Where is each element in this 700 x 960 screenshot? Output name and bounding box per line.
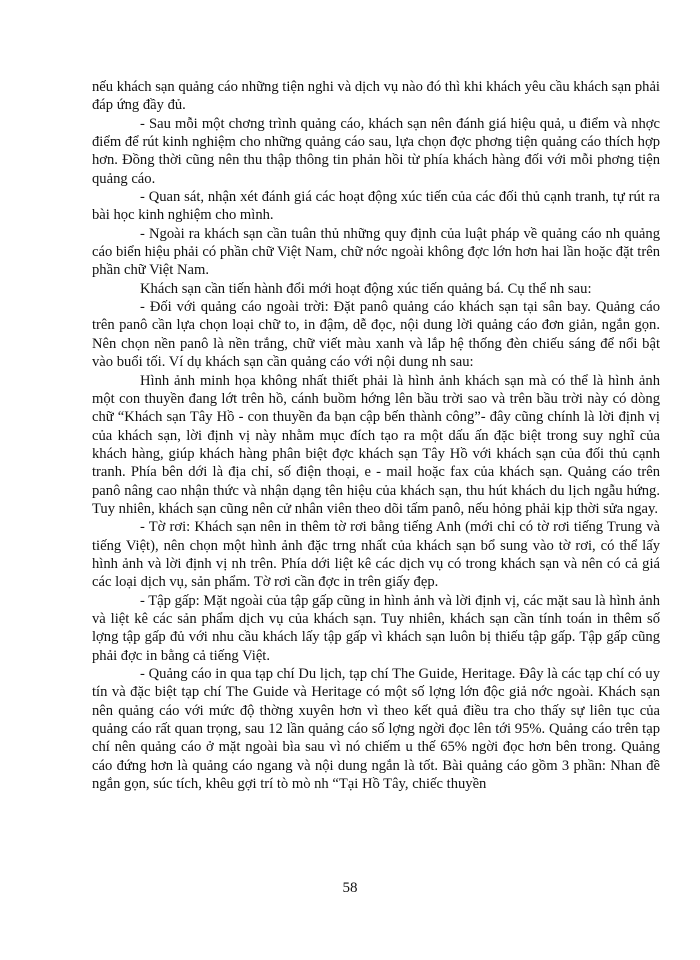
- page-number: 58: [342, 880, 358, 896]
- paragraph-outdoor-ads: - Đối với quảng cáo ngoài trời: Đặt panô quảng cáo khách sạn tại sân bay. Quảng cáo trên panô cần lựa chọn loại chữ to, in đậm, dễ đọc, nội dung lời quảng cáo đơn giản, ngắn gọn. Nên chọn nền panô là nền trắng, chữ viết màu xanh và lắp hệ thống đèn chiếu sáng để nổi bật vào buổi tối. Ví dụ khách sạn cần quảng cáo với nội dung nh sau:: [92, 299, 660, 371]
- paragraph-observe-competitors: - Quan sát, nhận xét đánh giá các hoạt động xúc tiến của các đối thủ cạnh tranh, tự rút ra bài học kinh nghiệm cho mình.: [92, 189, 660, 224]
- paragraph-leaflets: - Tờ rơi: Khách sạn nên in thêm tờ rơi bằng tiếng Anh (mới chỉ có tờ rơi tiếng Trung và tiếng Việt), nên chọn một hình ảnh đặc trng nhất của khách sạn bổ sung vào tờ rơi, có thể lấy hình ảnh và lời định vị nh trên. Phía dới liệt kê các dịch vụ có trong khách sạn và nên có cả giá các loại dịch vụ, sản phẩm. Tờ rơi cần đợc in trên giấy đẹp.: [92, 519, 660, 591]
- paragraph-brochures: - Tập gấp: Mặt ngoài của tập gấp cũng in hình ảnh và lời định vị, các mặt sau là hình ảnh và liệt kê các sản phẩm dịch vụ của khách sạn. Tuy nhiên, khách sạn cần tính toán in thêm số lợng tập gấp đủ với nhu cầu khách lấy tập gấp vì khách sạn luôn bị thiếu tập gấp. Tập gấp cũng phải đợc in bằng cả tiếng Việt.: [92, 592, 660, 664]
- paragraph-illustration: Hình ảnh minh họa không nhất thiết phải là hình ảnh khách sạn mà có thể là hình ảnh một con thuyền đang lớt trên hồ, cánh buồm hớng lên bầu trời sao và trên bầu trời này có dòng chữ “Khách sạn Tây Hồ - con thuyền đa bạn cập bến thành công”- đây cũng chính là lời định vị của khách sạn, lời định vị này nhằm mục đích tạo ra một dấu ấn đặc biệt trong suy nghĩ của khách hàng, giúp khách hàng phân biệt đợc khách sạn Tây Hồ với khách sạn của đối thủ cạnh tranh. Phía bên dới là địa chỉ, số điện thoại, e - mail hoặc fax của khách sạn. Quảng cáo trên panô nâng cao nhận thức và nhận dạng tên hiệu của khách sạn, thu hút khách du lịch ngẫu hứng. Tuy nhiên, khách sạn cũng nên cử nhân viên theo dõi tấm panô, nếu hỏng phải kịp thời sửa ngay.: [92, 372, 660, 517]
- paragraph-evaluate-ads: - Sau mỗi một chơng trình quảng cáo, khách sạn nên đánh giá hiệu quả, u điểm và nhợc điểm để rút kinh nghiệm cho những quảng cáo sau, lựa chọn đợc phơng tiện quảng cáo thích hợp hơn. Đồng thời cũng nên thu thập thông tin phản hồi từ phía khách hàng đối với mỗi phơng tiện quảng cáo.: [92, 115, 660, 187]
- paragraph-comply-law: - Ngoài ra khách sạn cần tuân thủ những quy định của luật pháp về quảng cáo nh quảng cáo biển hiệu phải có phần chữ Việt Nam, chữ nớc ngoài không đợc lớn hơn hai lần hoặc đặt trên phần chữ Việt Nam.: [92, 225, 660, 279]
- paragraph-continuation: nếu khách sạn quảng cáo những tiện nghi và dịch vụ nào đó thì khi khách yêu cầu khách sạn phải đáp ứng đầy đủ.: [92, 79, 660, 114]
- paragraph-magazines: - Quảng cáo in qua tạp chí Du lịch, tạp chí The Guide, Heritage. Đây là các tạp chí có uy tín và đặc biệt tạp chí The Guide và Heritage có một số lợng lớn độc giả nớc ngoài. Khách sạn nên quảng cáo với mức độ thờng xuyên hơn vì theo kết quả điều tra cho thấy sự liên tục của quảng cáo rất quan trọng, sau 12 lần quảng cáo số lợng ngời đọc lên tới 95%. Quảng cáo trên tạp chí nên quảng cáo ở mặt ngoài bìa sau vì nó chiếm u thế 65% ngời đọc hơn bên trong. Quảng cáo đứng hơn là quảng cáo ngang và nội dung ngắn là tốt. Bài quảng cáo gồm 3 phần: Nhan đề ngắn gọn, súc tích, khêu gợi trí tò mò nh “Tại Hồ Tây, chiếc thuyền: [92, 666, 660, 793]
- paragraph-renew-promotion: Khách sạn cần tiến hành đổi mới hoạt động xúc tiến quảng bá. Cụ thể nh sau:: [140, 280, 592, 297]
- body-text: [92, 78, 660, 793]
